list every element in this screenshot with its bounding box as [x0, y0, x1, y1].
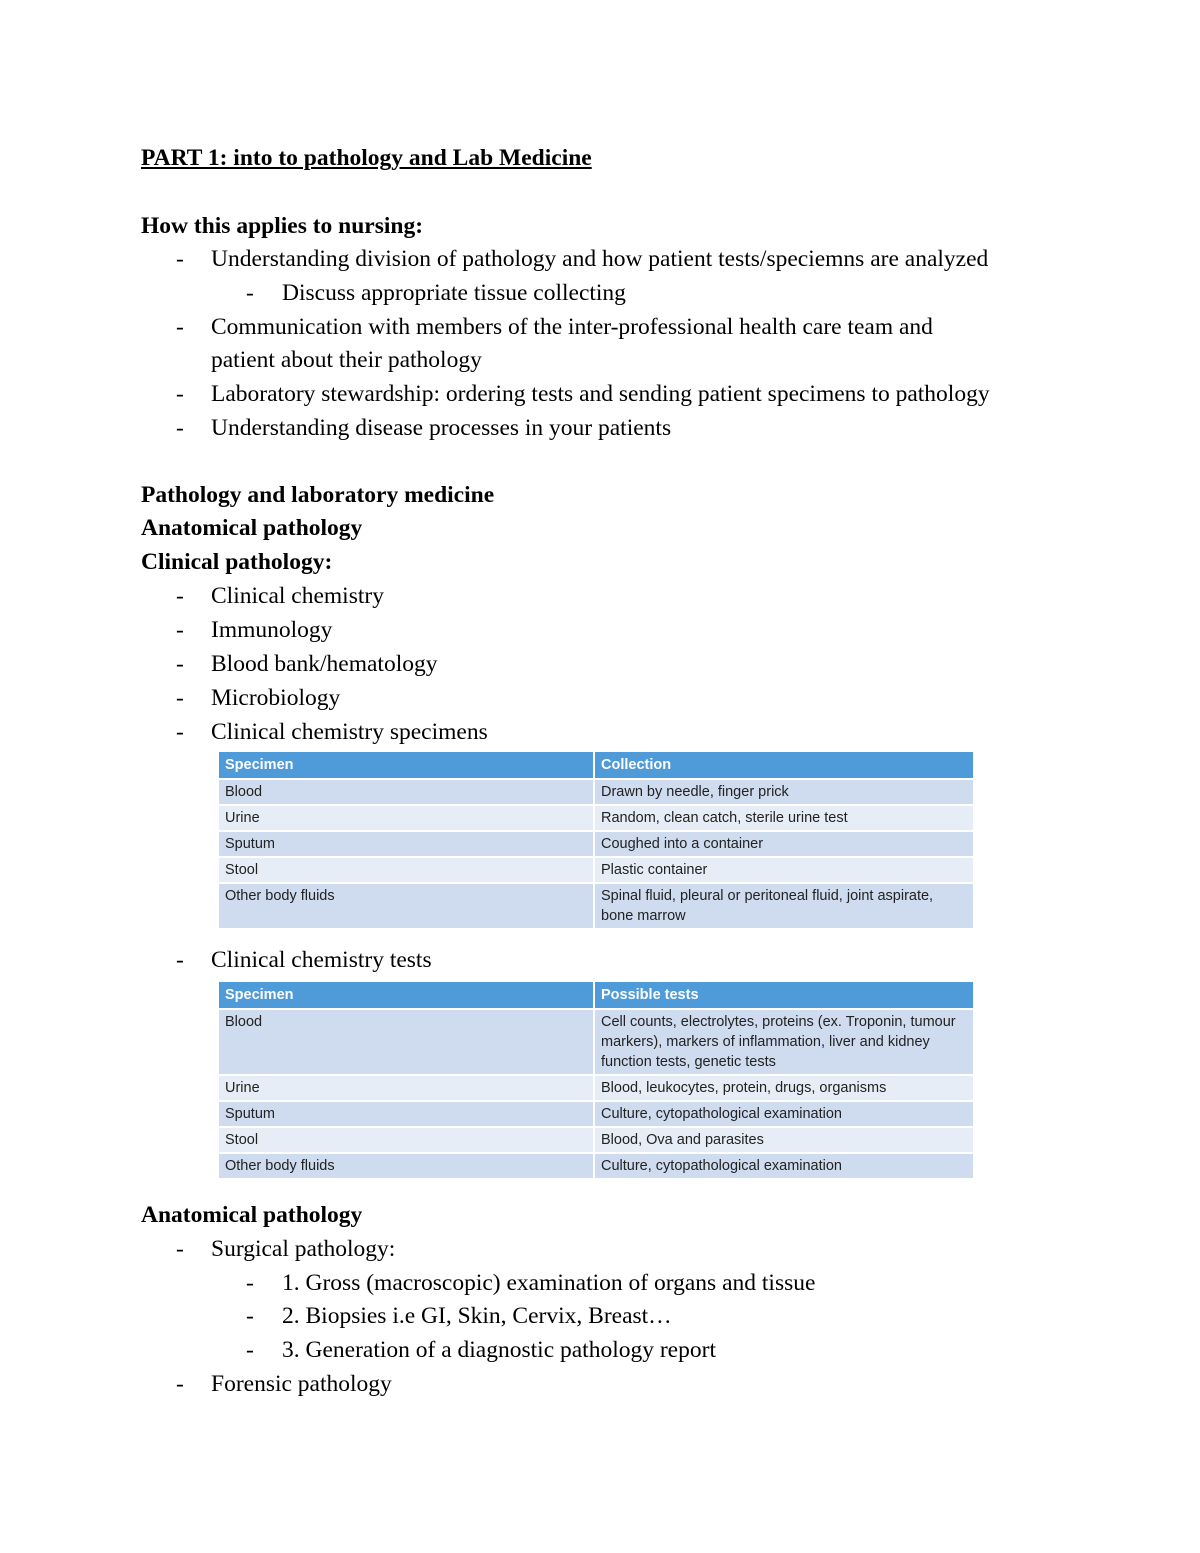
- table-cell: Urine: [219, 1076, 595, 1102]
- bullet-dash: -: [176, 381, 184, 407]
- bullet-dash: -: [176, 947, 184, 973]
- table-cell: Drawn by needle, finger prick: [595, 780, 973, 806]
- list-item: Clinical chemistry: [211, 583, 384, 609]
- bullet-dash: -: [246, 1337, 254, 1363]
- table-cell: Random, clean catch, sterile urine test: [595, 806, 973, 832]
- list-item: Forensic pathology: [211, 1371, 392, 1397]
- table-row: [219, 858, 973, 884]
- table-cell: Blood, leukocytes, protein, drugs, organisms: [595, 1076, 973, 1102]
- list-item: Blood bank/hematology: [211, 651, 438, 677]
- bullet-dash: -: [176, 314, 184, 340]
- list-item: Communication with members of the inter-professional health care team and: [211, 314, 933, 340]
- bullet-dash: -: [176, 719, 184, 745]
- table-cell: Blood, Ova and parasites: [595, 1128, 973, 1154]
- list-item-continuation: patient about their pathology: [211, 347, 482, 373]
- table-cell: Cell counts, electrolytes, proteins (ex. Troponin, tumour markers), markers of inflammation, liver and kidney function tests, genetic tests: [595, 1010, 973, 1076]
- list-item: Discuss appropriate tissue collecting: [282, 280, 626, 306]
- list-item: 1. Gross (macroscopic) examination of organs and tissue: [282, 1270, 816, 1296]
- table-row: [219, 1076, 973, 1102]
- list-item: Microbiology: [211, 685, 341, 711]
- section-heading-anatomical-pathology: Anatomical pathology: [141, 1202, 363, 1228]
- table-header-cell: Specimen: [219, 752, 595, 780]
- possible-tests-table: [219, 982, 973, 1180]
- table-header-cell: Collection: [595, 752, 973, 780]
- list-item: 3. Generation of a diagnostic pathology report: [282, 1337, 716, 1363]
- table-cell: Stool: [219, 1128, 595, 1154]
- table-header-cell: Specimen: [219, 982, 595, 1010]
- table-cell: Other body fluids: [219, 884, 595, 930]
- bullet-dash: -: [176, 246, 184, 272]
- list-item: Clinical chemistry tests: [211, 947, 432, 973]
- list-item: 2. Biopsies i.e GI, Skin, Cervix, Breast…: [282, 1303, 672, 1329]
- section-heading-path-lab: Pathology and laboratory medicine: [141, 482, 495, 508]
- table-row: [219, 884, 973, 930]
- table-row: [219, 1010, 973, 1076]
- table-cell: Sputum: [219, 1102, 595, 1128]
- table-row: [219, 806, 973, 832]
- table-cell: Plastic container: [595, 858, 973, 884]
- list-item: Laboratory stewardship: ordering tests and sending patient specimens to pathology: [211, 381, 990, 407]
- section-heading-clinical: Clinical pathology:: [141, 549, 333, 575]
- bullet-dash: -: [246, 1303, 254, 1329]
- bullet-dash: -: [246, 1270, 254, 1296]
- table-cell: Urine: [219, 806, 595, 832]
- table-cell: Coughed into a container: [595, 832, 973, 858]
- table-header-row: [219, 752, 973, 780]
- table-row: [219, 832, 973, 858]
- table-header-cell: Possible tests: [595, 982, 973, 1010]
- bullet-dash: -: [176, 651, 184, 677]
- table-row: [219, 780, 973, 806]
- nursing-heading: How this applies to nursing:: [141, 213, 424, 239]
- table-row: [219, 1154, 973, 1180]
- bullet-dash: -: [176, 1371, 184, 1397]
- table-cell: Blood: [219, 780, 595, 806]
- table-cell: Blood: [219, 1010, 595, 1076]
- bullet-dash: -: [176, 685, 184, 711]
- bullet-dash: -: [176, 1236, 184, 1262]
- list-item: Understanding division of pathology and how patient tests/speciemns are analyzed: [211, 246, 989, 272]
- table-cell: Stool: [219, 858, 595, 884]
- specimen-collection-table: [219, 752, 973, 930]
- list-item: Clinical chemistry specimens: [211, 719, 488, 745]
- bullet-dash: -: [176, 583, 184, 609]
- table-row: [219, 1102, 973, 1128]
- bullet-dash: -: [176, 415, 184, 441]
- table-header-row: [219, 982, 973, 1010]
- table-cell: Culture, cytopathological examination: [595, 1102, 973, 1128]
- page-title: PART 1: into to pathology and Lab Medicine: [141, 145, 592, 171]
- list-item: Understanding disease processes in your patients: [211, 415, 672, 441]
- table-row: [219, 1128, 973, 1154]
- section-heading-anatomical: Anatomical pathology: [141, 515, 363, 541]
- list-item: Surgical pathology:: [211, 1236, 396, 1262]
- bullet-dash: -: [176, 617, 184, 643]
- bullet-dash: -: [246, 280, 254, 306]
- table-cell: Culture, cytopathological examination: [595, 1154, 973, 1180]
- list-item: Immunology: [211, 617, 333, 643]
- table-cell: Sputum: [219, 832, 595, 858]
- table-cell: Spinal fluid, pleural or peritoneal fluid, joint aspirate, bone marrow: [595, 884, 973, 930]
- table-cell: Other body fluids: [219, 1154, 595, 1180]
